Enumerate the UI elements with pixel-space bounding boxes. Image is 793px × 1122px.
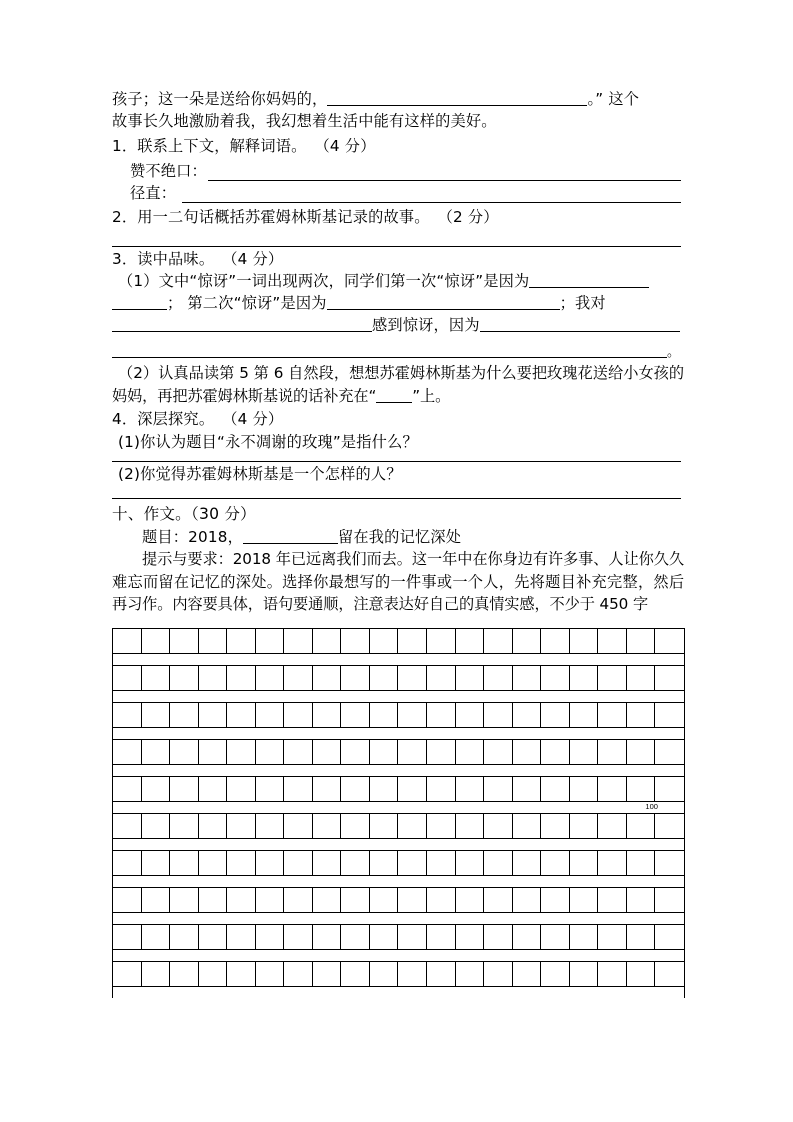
grid-cell[interactable] — [170, 888, 199, 912]
question-1-stem — [112, 135, 376, 157]
grid-cell[interactable] — [598, 851, 627, 875]
grid-cell[interactable] — [227, 814, 256, 838]
question-3-1-line-3 — [112, 314, 680, 336]
grid-cell[interactable] — [199, 740, 228, 764]
grid-cell[interactable] — [284, 814, 313, 838]
question-4-2-text: 你觉得苏霍姆林斯基是一个怎样的人？ — [140, 465, 402, 483]
grid-cell[interactable] — [570, 703, 599, 727]
grid-cell[interactable] — [142, 666, 171, 690]
question-1-item-2-label: 径直： — [130, 184, 177, 202]
question-3-1-text-e: 。 — [667, 345, 681, 360]
grid-cell[interactable] — [627, 888, 656, 912]
grid-cell[interactable] — [284, 703, 313, 727]
grid-cell[interactable] — [513, 925, 542, 949]
grid-row[interactable] — [112, 702, 685, 728]
question-2-stem — [112, 206, 499, 228]
grid-cell[interactable] — [598, 629, 627, 653]
grid-cell[interactable] — [484, 962, 513, 986]
grid-cell[interactable] — [142, 740, 171, 764]
grid-cell[interactable] — [627, 851, 656, 875]
grid-cell[interactable] — [484, 925, 513, 949]
grid-cell[interactable] — [541, 666, 570, 690]
grid-cell[interactable] — [627, 666, 656, 690]
grid-cell[interactable] — [627, 814, 656, 838]
passage-line-1-before: 孩子；这一朵是送给你妈妈的， — [112, 90, 328, 108]
answer-rule-4b[interactable] — [112, 498, 681, 499]
question-3-1-line-2 — [112, 292, 606, 314]
grid-row[interactable] — [112, 739, 685, 765]
grid-cell[interactable] — [199, 925, 228, 949]
grid-cell[interactable] — [341, 703, 370, 727]
composition-section-number: 十、 — [112, 505, 144, 523]
grid-cell[interactable] — [284, 740, 313, 764]
question-3-2-text-after: ”上。 — [412, 386, 451, 405]
passage-line-1-after: 。” 这个 — [587, 90, 640, 108]
passage-line-2: 故事长久地激励着我，我幻想着生活中能有这样的美好。 — [112, 112, 497, 130]
answer-blank-3-1-d[interactable] — [112, 331, 372, 332]
grid-cell[interactable] — [341, 888, 370, 912]
question-3-1-line-1 — [118, 270, 649, 292]
grid-cell[interactable] — [513, 851, 542, 875]
answer-blank-3-2[interactable] — [376, 402, 412, 403]
grid-cell[interactable] — [570, 666, 599, 690]
grid-cell[interactable] — [113, 888, 142, 912]
grid-cell[interactable] — [341, 962, 370, 986]
grid-cell[interactable] — [284, 629, 313, 653]
composition-answer-grid[interactable] — [112, 628, 685, 998]
grid-cell[interactable] — [313, 814, 342, 838]
grid-cell[interactable] — [170, 740, 199, 764]
grid-cell[interactable] — [541, 629, 570, 653]
composition-title-suffix: 留在我的记忆深处 — [338, 528, 462, 546]
question-3-2-text: 认真品读第 5 第 6 自然段，想想苏霍姆林斯基为什么要把玫瑰花送给小女孩的妈妈，再把苏霍姆林斯基说的话补充在“ — [112, 364, 684, 405]
grid-row[interactable] — [112, 850, 685, 876]
question-3-1-text-b: ； 第二次“惊讶”是因为 — [167, 294, 327, 312]
answer-blank-3-1-e[interactable] — [480, 331, 680, 332]
composition-section-heading — [112, 503, 256, 525]
grid-row[interactable] — [112, 924, 685, 950]
grid-cell[interactable] — [227, 777, 256, 801]
grid-cell[interactable] — [113, 962, 142, 986]
grid-cell[interactable] — [284, 777, 313, 801]
grid-cell[interactable] — [655, 814, 684, 838]
grid-cell[interactable] — [256, 888, 285, 912]
grid-cell[interactable] — [484, 629, 513, 653]
grid-cell[interactable] — [227, 666, 256, 690]
passage-line-1 — [112, 88, 639, 110]
grid-cell[interactable] — [541, 814, 570, 838]
grid-cell[interactable] — [170, 851, 199, 875]
grid-cell[interactable] — [484, 777, 513, 801]
grid-cell[interactable] — [313, 925, 342, 949]
grid-spacer-row — [112, 876, 685, 887]
grid-cell[interactable] — [170, 814, 199, 838]
grid-cell[interactable] — [199, 629, 228, 653]
grid-cell[interactable] — [513, 777, 542, 801]
grid-cell[interactable] — [284, 962, 313, 986]
grid-cell[interactable] — [199, 962, 228, 986]
grid-cell[interactable] — [484, 814, 513, 838]
grid-cell[interactable] — [513, 888, 542, 912]
question-4-2 — [118, 463, 402, 485]
grid-cell[interactable] — [256, 629, 285, 653]
grid-cell[interactable] — [313, 666, 342, 690]
grid-cell[interactable] — [398, 888, 427, 912]
grid-cell[interactable] — [398, 851, 427, 875]
question-3-number: 3． — [112, 250, 138, 268]
grid-cell[interactable] — [142, 962, 171, 986]
grid-cell[interactable] — [484, 666, 513, 690]
grid-cell[interactable] — [142, 777, 171, 801]
grid-cell[interactable] — [598, 962, 627, 986]
question-4-number: 4． — [112, 410, 138, 428]
grid-cell[interactable] — [456, 888, 485, 912]
grid-cell[interactable] — [598, 814, 627, 838]
answer-rule-1a[interactable] — [208, 180, 681, 181]
grid-cell[interactable] — [199, 666, 228, 690]
composition-title-line — [142, 526, 461, 548]
grid-cell[interactable] — [427, 629, 456, 653]
grid-cell[interactable] — [655, 888, 684, 912]
grid-cell[interactable] — [598, 777, 627, 801]
grid-cell[interactable] — [341, 814, 370, 838]
grid-cell[interactable] — [398, 629, 427, 653]
grid-cell[interactable] — [341, 851, 370, 875]
grid-cell[interactable] — [256, 851, 285, 875]
grid-cell[interactable] — [256, 962, 285, 986]
question-4-1-text: 你认为题目“永不凋谢的玫瑰”是指什么？ — [140, 433, 418, 451]
grid-cell[interactable] — [598, 666, 627, 690]
composition-section-title: 作文。 — [143, 505, 191, 523]
grid-cell[interactable] — [370, 962, 399, 986]
grid-cell[interactable] — [313, 629, 342, 653]
grid-cell[interactable] — [541, 925, 570, 949]
grid-spacer-row — [112, 691, 685, 702]
grid-cell[interactable] — [456, 814, 485, 838]
grid-cell[interactable] — [598, 925, 627, 949]
grid-spacer-row — [112, 913, 685, 924]
grid-cell[interactable] — [199, 777, 228, 801]
question-4-1-label: (1) — [118, 433, 141, 451]
grid-row[interactable] — [112, 887, 685, 913]
grid-cell[interactable] — [370, 925, 399, 949]
grid-cell[interactable] — [142, 814, 171, 838]
answer-rule-1b[interactable] — [182, 202, 681, 203]
grid-cell[interactable] — [256, 666, 285, 690]
grid-cell[interactable] — [170, 777, 199, 801]
grid-cell[interactable] — [256, 777, 285, 801]
composition-section-score: （30 分） — [190, 505, 256, 523]
grid-cell[interactable] — [484, 851, 513, 875]
grid-cell[interactable] — [627, 703, 656, 727]
grid-cell[interactable] — [370, 888, 399, 912]
grid-cell[interactable] — [370, 666, 399, 690]
grid-cell[interactable] — [570, 925, 599, 949]
grid-cell[interactable] — [341, 925, 370, 949]
grid-row[interactable] — [112, 776, 685, 802]
grid-cell[interactable] — [370, 851, 399, 875]
grid-cell[interactable] — [570, 777, 599, 801]
grid-cell[interactable] — [541, 703, 570, 727]
grid-cell[interactable] — [370, 703, 399, 727]
question-3-2-label: （2） — [118, 364, 159, 382]
grid-cell[interactable] — [627, 740, 656, 764]
grid-cell[interactable] — [570, 888, 599, 912]
grid-cell[interactable] — [199, 814, 228, 838]
grid-cell[interactable] — [484, 740, 513, 764]
question-1-score: （4 分） — [314, 137, 376, 155]
question-4-text: 深层探究。 — [137, 410, 215, 428]
grid-cell[interactable] — [627, 962, 656, 986]
grid-cell[interactable] — [598, 703, 627, 727]
grid-count-marker: 100 — [645, 802, 658, 811]
grid-cell[interactable] — [541, 740, 570, 764]
grid-cell[interactable] — [227, 703, 256, 727]
grid-cell[interactable] — [227, 851, 256, 875]
grid-cell[interactable] — [113, 851, 142, 875]
grid-cell[interactable] — [541, 888, 570, 912]
composition-title-prefix: 题目：2018， — [142, 528, 244, 546]
grid-cell[interactable] — [598, 740, 627, 764]
answer-blank-3-1-a[interactable] — [529, 287, 649, 288]
grid-cell[interactable] — [284, 666, 313, 690]
question-4-2-label: (2) — [118, 465, 141, 483]
grid-spacer-row — [112, 950, 685, 961]
grid-cell[interactable] — [313, 703, 342, 727]
question-2-text: 用一二句话概括苏霍姆林斯基记录的故事。 — [137, 208, 430, 226]
grid-cell[interactable] — [513, 814, 542, 838]
question-3-score: （4 分） — [222, 250, 284, 268]
grid-cell[interactable] — [427, 925, 456, 949]
grid-cell[interactable] — [513, 666, 542, 690]
grid-spacer-row — [112, 654, 685, 665]
question-3-2 — [112, 362, 684, 407]
question-4-score: （4 分） — [222, 410, 284, 428]
grid-cell[interactable] — [256, 740, 285, 764]
grid-cell[interactable] — [113, 629, 142, 653]
passage-blank-1[interactable] — [327, 105, 587, 106]
grid-cell[interactable] — [227, 925, 256, 949]
composition-prompt-text: 2018 年已远离我们而去。这一年中在你身边有许多事、人让你久久难忘而留在记忆的深处。选择你最想写的一件事或一个人，先将题目补充完整，然后再习作。内容要具体，语句要通顺，注意表达好自己的真情实感，不少于 450 字 — [112, 550, 684, 613]
grid-cell[interactable] — [398, 925, 427, 949]
grid-cell[interactable] — [113, 666, 142, 690]
grid-cell[interactable] — [113, 777, 142, 801]
question-3-1-label: （1） — [118, 272, 159, 290]
grid-cell[interactable] — [113, 814, 142, 838]
grid-cell[interactable] — [313, 888, 342, 912]
grid-spacer-row — [112, 987, 685, 998]
answer-blank-3-1-b[interactable] — [112, 309, 167, 310]
grid-cell[interactable] — [456, 925, 485, 949]
grid-cell[interactable] — [227, 740, 256, 764]
grid-cell[interactable] — [370, 814, 399, 838]
composition-title-blank[interactable] — [243, 543, 338, 544]
grid-cell[interactable] — [655, 777, 684, 801]
grid-cell[interactable] — [484, 888, 513, 912]
grid-cell[interactable] — [655, 629, 684, 653]
grid-cell[interactable] — [142, 703, 171, 727]
grid-spacer-row — [112, 839, 685, 850]
composition-prompt — [112, 548, 684, 616]
answer-rule-2a[interactable] — [112, 246, 681, 247]
question-3-1-text-c: ；我对 — [559, 294, 606, 312]
grid-cell[interactable] — [513, 703, 542, 727]
grid-cell[interactable] — [227, 962, 256, 986]
grid-cell[interactable] — [484, 703, 513, 727]
grid-cell[interactable] — [313, 962, 342, 986]
grid-cell[interactable] — [256, 814, 285, 838]
grid-cell[interactable] — [170, 925, 199, 949]
grid-spacer-row — [112, 728, 685, 739]
grid-cell[interactable] — [456, 629, 485, 653]
question-3-1-line-4 — [112, 340, 680, 364]
grid-cell[interactable] — [170, 703, 199, 727]
grid-cell[interactable] — [456, 740, 485, 764]
grid-cell[interactable] — [313, 851, 342, 875]
grid-cell[interactable] — [398, 777, 427, 801]
grid-cell[interactable] — [513, 740, 542, 764]
grid-cell[interactable] — [313, 777, 342, 801]
grid-cell[interactable] — [341, 629, 370, 653]
grid-cell[interactable] — [199, 888, 228, 912]
grid-cell[interactable] — [570, 851, 599, 875]
grid-cell[interactable] — [341, 740, 370, 764]
question-2-number: 2． — [112, 208, 138, 226]
grid-cell[interactable] — [199, 851, 228, 875]
grid-cell[interactable] — [256, 925, 285, 949]
grid-cell[interactable] — [541, 777, 570, 801]
grid-cell[interactable] — [170, 666, 199, 690]
grid-cell[interactable] — [142, 925, 171, 949]
grid-cell[interactable] — [456, 962, 485, 986]
grid-cell[interactable] — [570, 740, 599, 764]
grid-cell[interactable] — [513, 629, 542, 653]
grid-cell[interactable] — [398, 962, 427, 986]
grid-cell[interactable] — [341, 666, 370, 690]
grid-cell[interactable] — [655, 703, 684, 727]
grid-cell[interactable] — [227, 888, 256, 912]
composition-prompt-label: 提示与要求： — [142, 550, 233, 568]
grid-cell[interactable] — [655, 666, 684, 690]
question-3-1-text-d: 感到惊讶，因为 — [372, 316, 480, 334]
grid-cell[interactable] — [142, 851, 171, 875]
grid-cell[interactable] — [456, 666, 485, 690]
question-1-number: 1． — [112, 137, 138, 155]
grid-cell[interactable] — [370, 777, 399, 801]
grid-cell[interactable] — [427, 814, 456, 838]
grid-cell[interactable] — [113, 740, 142, 764]
grid-row[interactable] — [112, 813, 685, 839]
grid-row[interactable] — [112, 665, 685, 691]
grid-cell[interactable] — [113, 925, 142, 949]
grid-cell[interactable] — [170, 629, 199, 653]
grid-cell[interactable] — [427, 777, 456, 801]
grid-cell[interactable] — [170, 962, 199, 986]
question-1-item-1-label: 赞不绝口： — [130, 162, 207, 180]
grid-cell[interactable] — [313, 740, 342, 764]
grid-cell[interactable] — [341, 777, 370, 801]
grid-cell[interactable] — [142, 629, 171, 653]
grid-cell[interactable] — [541, 962, 570, 986]
grid-cell[interactable] — [598, 888, 627, 912]
question-3-stem — [112, 248, 283, 270]
answer-blank-3-1-c[interactable] — [327, 309, 560, 310]
question-3-text: 读中品味。 — [137, 250, 215, 268]
grid-cell[interactable] — [284, 888, 313, 912]
grid-cell[interactable] — [398, 740, 427, 764]
grid-cell[interactable] — [256, 703, 285, 727]
answer-blank-3-1-f[interactable] — [112, 357, 667, 358]
question-4-1 — [118, 431, 418, 453]
grid-cell[interactable] — [456, 777, 485, 801]
grid-spacer-row — [112, 802, 685, 813]
question-1-text: 联系上下文，解释词语。 — [137, 137, 307, 155]
grid-spacer-row — [112, 765, 685, 776]
grid-cell[interactable] — [398, 703, 427, 727]
grid-cell[interactable] — [227, 629, 256, 653]
grid-cell[interactable] — [370, 629, 399, 653]
grid-cell[interactable] — [513, 962, 542, 986]
grid-cell[interactable] — [142, 888, 171, 912]
grid-cell[interactable] — [627, 925, 656, 949]
question-2-score: （2 分） — [437, 208, 499, 226]
grid-cell[interactable] — [627, 777, 656, 801]
grid-cell[interactable] — [427, 851, 456, 875]
grid-cell[interactable] — [398, 666, 427, 690]
grid-cell[interactable] — [199, 703, 228, 727]
grid-cell[interactable] — [284, 851, 313, 875]
grid-cell[interactable] — [541, 851, 570, 875]
grid-cell[interactable] — [456, 851, 485, 875]
answer-rule-4a[interactable] — [112, 461, 681, 462]
grid-cell[interactable] — [655, 740, 684, 764]
grid-cell[interactable] — [570, 962, 599, 986]
grid-cell[interactable] — [370, 740, 399, 764]
grid-cell[interactable] — [655, 925, 684, 949]
grid-cell[interactable] — [427, 666, 456, 690]
grid-cell[interactable] — [427, 962, 456, 986]
grid-row[interactable] — [112, 961, 685, 987]
grid-cell[interactable] — [427, 888, 456, 912]
grid-cell[interactable] — [398, 814, 427, 838]
grid-cell[interactable] — [456, 703, 485, 727]
grid-row[interactable] — [112, 628, 685, 654]
question-4-stem — [112, 408, 283, 430]
grid-cell[interactable] — [655, 962, 684, 986]
grid-cell[interactable] — [427, 740, 456, 764]
grid-cell[interactable] — [570, 629, 599, 653]
grid-cell[interactable] — [427, 703, 456, 727]
grid-cell[interactable] — [113, 703, 142, 727]
question-3-1-text-a: 文中“惊讶”一词出现两次，同学们第一次“惊讶”是因为 — [158, 272, 530, 290]
grid-cell[interactable] — [284, 925, 313, 949]
grid-cell[interactable] — [627, 629, 656, 653]
grid-cell[interactable] — [655, 851, 684, 875]
grid-cell[interactable] — [570, 814, 599, 838]
